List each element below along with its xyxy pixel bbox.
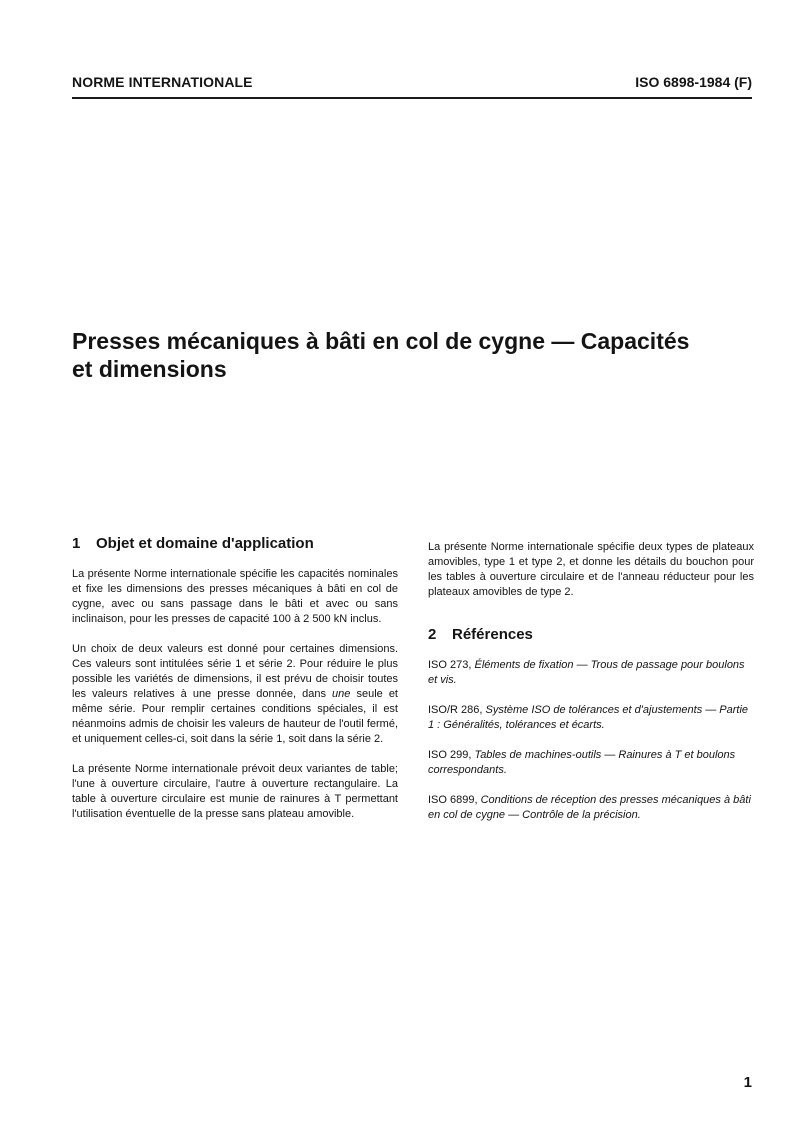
section-1-title: Objet et domaine d'application	[96, 535, 314, 552]
reference-code: ISO 273,	[428, 659, 472, 671]
section-2-heading	[428, 626, 754, 644]
header-rule	[72, 97, 752, 99]
reference-code: ISO 6899,	[428, 794, 478, 806]
document-type-label: NORME INTERNATIONALE	[72, 74, 253, 90]
left-column	[72, 535, 398, 837]
reference-item	[428, 658, 754, 688]
reference-title: Éléments de fixation — Trous de passage pour boulons et vis.	[428, 659, 745, 686]
title-line-2: et dimensions	[72, 356, 227, 382]
reference-item	[428, 793, 754, 823]
section-2-number: 2	[428, 626, 437, 643]
section-2-title: Références	[452, 626, 533, 643]
section-1-paragraph-3: La présente Norme internationale prévoit deux variantes de table; l'une à ouverture circulaire, l'autre à ouverture rectangulaire. La table à ouverture circulaire est munie de rainures à T permettant l'utilisation éventuelle de la presse sans plateau amovible.	[72, 763, 398, 820]
paragraph-2-emphasis: une	[332, 688, 351, 700]
page-header	[72, 74, 752, 94]
title-line-1: Presses mécaniques à bâti en col de cygne — Capacités	[72, 328, 690, 354]
reference-item	[428, 703, 754, 733]
section-1-paragraph-4: La présente Norme internationale spécifie deux types de plateaux amovibles, type 1 et type 2, et donne les détails du bouchon pour les tables à ouverture circulaire et de l'anneau réducteur pour les plateaux amovibles de type 2.	[428, 541, 754, 598]
reference-title: Conditions de réception des presses mécaniques à bâti en col de cygne — Contrôle de la précision.	[428, 794, 751, 821]
right-column	[428, 540, 754, 838]
section-1-heading	[72, 535, 398, 553]
reference-title: Tables de machines-outils — Rainures à T et boulons correspondants.	[428, 749, 736, 776]
reference-item	[428, 748, 754, 778]
paragraph-2-text-end: seule et même série. Pour remplir certaines conditions spéciales, il est néanmoins admis de choisir les valeurs de hauteur de l'outil fermé, et uniquement celles-ci, soit dans la série 1, soit dans la série 2.	[72, 688, 398, 745]
section-1-number: 1	[72, 535, 81, 552]
page-number: 1	[743, 1074, 752, 1091]
document-title	[72, 327, 752, 383]
paragraph-2-text-start: Un choix de deux valeurs est donné pour certaines dimensions. Ces valeurs sont intitulées série 1 et série 2. Pour réduire le plus possible les variétés de dimensions, il est prévu de choisir toutes les valeurs relatives à une presse donnée, dans	[72, 643, 398, 700]
document-reference: ISO 6898-1984 (F)	[635, 74, 752, 90]
section-1-paragraph-2	[72, 642, 398, 747]
reference-code: ISO 299,	[428, 749, 472, 761]
section-1-paragraph-1: La présente Norme internationale spécifie les capacités nominales et fixe les dimensions des presses mécaniques à bâti en col de cygne, avec ou sans passage dans le bâti et avec ou sans inclinaison, pour les presses de capacité 100 à 2 500 kN inclus.	[72, 568, 398, 625]
reference-code: ISO/R 286,	[428, 704, 483, 716]
reference-title: Système ISO de tolérances et d'ajustements — Partie 1 : Généralités, tolérances et écarts.	[428, 704, 749, 731]
